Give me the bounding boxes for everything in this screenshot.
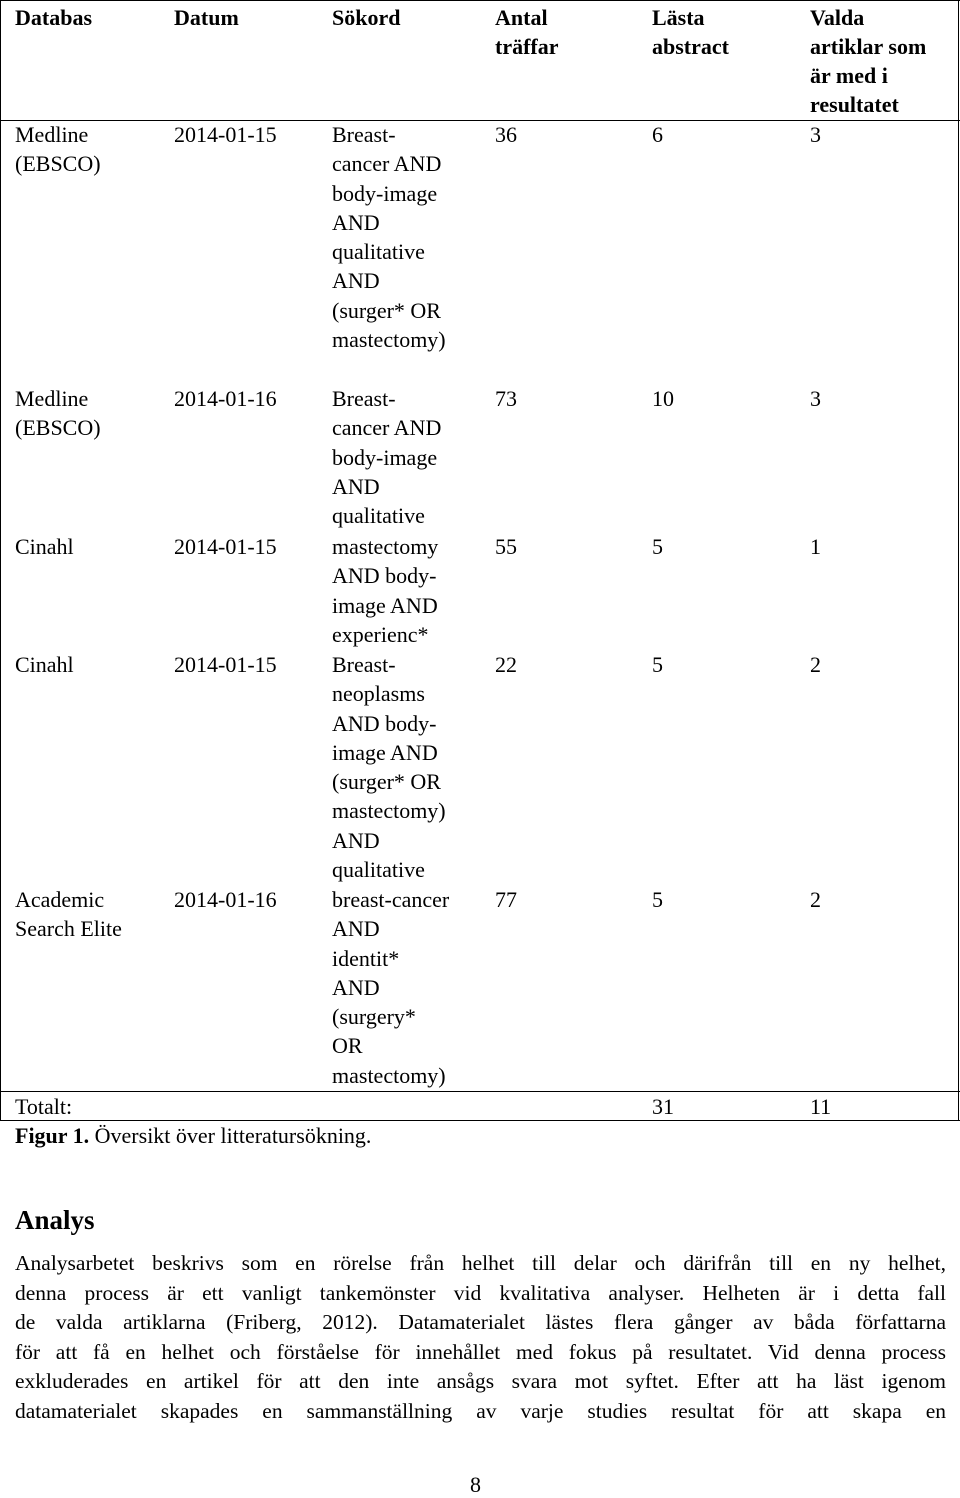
table-row-databas: Cinahl: [15, 652, 74, 677]
paragraph-line: de valda artiklarna (Friberg, 2012). Datamaterialet lästes flera gånger av båda författarna: [15, 1310, 946, 1335]
table-row-antal: 77: [495, 887, 517, 912]
table-row-lasta: 5: [652, 887, 663, 912]
table-right-border: [958, 0, 959, 1121]
cell-line: cancer AND: [332, 151, 442, 177]
table-row-antal: 55: [495, 534, 517, 559]
paragraph-line: datamaterialet skapades en sammanställning av varje studies resultat för att skapa en: [15, 1398, 946, 1423]
cell-line: breast-cancer: [332, 887, 450, 912]
cell-line: AND body-: [332, 563, 437, 589]
total-label: Totalt:: [15, 1094, 73, 1119]
cell-line: Breast-: [332, 122, 396, 147]
cell-line: (surger* OR: [332, 769, 441, 795]
header-valda: [810, 3, 946, 119]
header-lasta-line: abstract: [652, 34, 729, 59]
cell-line: AND: [332, 268, 380, 294]
table-row-sokord: [332, 532, 470, 649]
cell-line: (surgery*: [332, 1004, 416, 1030]
cell-line: Breast-: [332, 386, 396, 411]
total-valda: 11: [810, 1094, 832, 1119]
cell-line: mastectomy: [332, 534, 439, 559]
paragraph-line: Analysarbetet beskrivs som en rörelse från helhet till delar och därifrån till en ny helhet,: [15, 1251, 946, 1275]
table-row-datum: 2014-01-16: [174, 386, 277, 411]
cell-line: identit*: [332, 945, 400, 971]
paragraph-line: exkluderades en artikel för att den inte ansågs svara mot syftet. Efter att ha läst igenom: [15, 1369, 946, 1394]
table-row-databas: [15, 120, 101, 179]
table-row-valda: 2: [810, 887, 821, 912]
cell-line: image AND: [332, 739, 438, 765]
table-row-lasta: 5: [652, 534, 663, 559]
header-lasta-line: Lästa: [652, 5, 705, 30]
cell-line: (EBSCO): [15, 151, 101, 177]
table-row-databas: [15, 384, 101, 443]
header-lasta: [652, 3, 729, 61]
paragraph-line: för att få en helhet och förståelse för innehållet med fokus på resultatet. Vid denna process: [15, 1339, 946, 1364]
table-row-valda: 1: [810, 534, 821, 559]
table-row-valda: 3: [810, 122, 821, 147]
table-row-datum: 2014-01-15: [174, 652, 277, 677]
cell-line: image AND: [332, 592, 438, 618]
cell-line: Breast-: [332, 652, 396, 677]
cell-line: Academic: [15, 887, 105, 912]
cell-line: neoplasms: [332, 681, 425, 707]
cell-line: mastectomy): [332, 327, 446, 353]
page-number: 8: [470, 1472, 481, 1497]
cell-line: (EBSCO): [15, 415, 101, 441]
cell-line: AND: [332, 209, 380, 235]
table-row-sokord: [332, 650, 470, 884]
header-antal: [495, 3, 559, 61]
cell-line: qualitative: [332, 503, 425, 529]
table-left-border: [0, 0, 1, 1121]
table-row-databas: [15, 885, 122, 944]
cell-line: AND: [332, 916, 380, 942]
table-row-databas: Cinahl: [15, 534, 74, 559]
figure-caption: [15, 1121, 371, 1151]
cell-line: mastectomy): [332, 1062, 446, 1088]
table-row-datum: 2014-01-15: [174, 122, 277, 147]
cell-line: qualitative: [332, 239, 425, 265]
table-top-border: [0, 0, 960, 1]
table-row-antal: 73: [495, 386, 517, 411]
cell-line: mastectomy): [332, 798, 446, 824]
caption-label: Figur 1.: [15, 1123, 90, 1148]
paragraph-line: denna process är ett vanligt tankemönster vid kvalitativa analyser. Helheten är i detta fall: [15, 1280, 946, 1305]
table-row-datum: 2014-01-15: [174, 534, 277, 559]
header-databas: Databas: [15, 5, 93, 30]
header-antal-line: träffar: [495, 34, 559, 59]
header-valda-line: är med i: [810, 63, 888, 88]
section-paragraph: [15, 1249, 946, 1427]
table-row-lasta: 6: [652, 122, 663, 147]
header-datum: Datum: [174, 5, 239, 30]
table-row-lasta: 10: [652, 386, 674, 411]
table-row-valda: 2: [810, 652, 821, 677]
table-row-antal: 22: [495, 652, 517, 677]
table-row-sokord: [332, 384, 470, 530]
cell-line: qualitative: [332, 857, 425, 883]
header-valda-line: artiklar som: [810, 34, 927, 59]
cell-line: Medline: [15, 122, 89, 147]
cell-line: AND: [332, 974, 380, 1000]
table-row-sokord: [332, 885, 472, 1090]
caption-text: Översikt över litteratursökning.: [89, 1123, 372, 1148]
cell-line: AND: [332, 827, 380, 853]
header-valda-line: resultatet: [810, 92, 899, 117]
cell-line: Medline: [15, 386, 89, 411]
cell-line: Search Elite: [15, 916, 122, 942]
cell-line: cancer AND: [332, 415, 442, 441]
total-lasta: 31: [652, 1094, 674, 1119]
table-row-sokord: [332, 120, 470, 354]
header-sokord: Sökord: [332, 5, 401, 30]
cell-line: body-image: [332, 444, 438, 470]
section-title: Analys: [15, 1205, 95, 1235]
table-row-datum: 2014-01-16: [174, 887, 277, 912]
cell-line: OR: [332, 1033, 363, 1059]
cell-line: AND body-: [332, 710, 437, 736]
table-row-valda: 3: [810, 386, 821, 411]
cell-line: AND: [332, 473, 380, 499]
table-row-antal: 36: [495, 122, 517, 147]
cell-line: (surger* OR: [332, 297, 441, 323]
table-row-lasta: 5: [652, 652, 663, 677]
header-antal-line: Antal: [495, 5, 548, 30]
cell-line: experienc*: [332, 621, 429, 647]
cell-line: body-image: [332, 180, 438, 206]
header-valda-line: Valda: [810, 5, 865, 30]
